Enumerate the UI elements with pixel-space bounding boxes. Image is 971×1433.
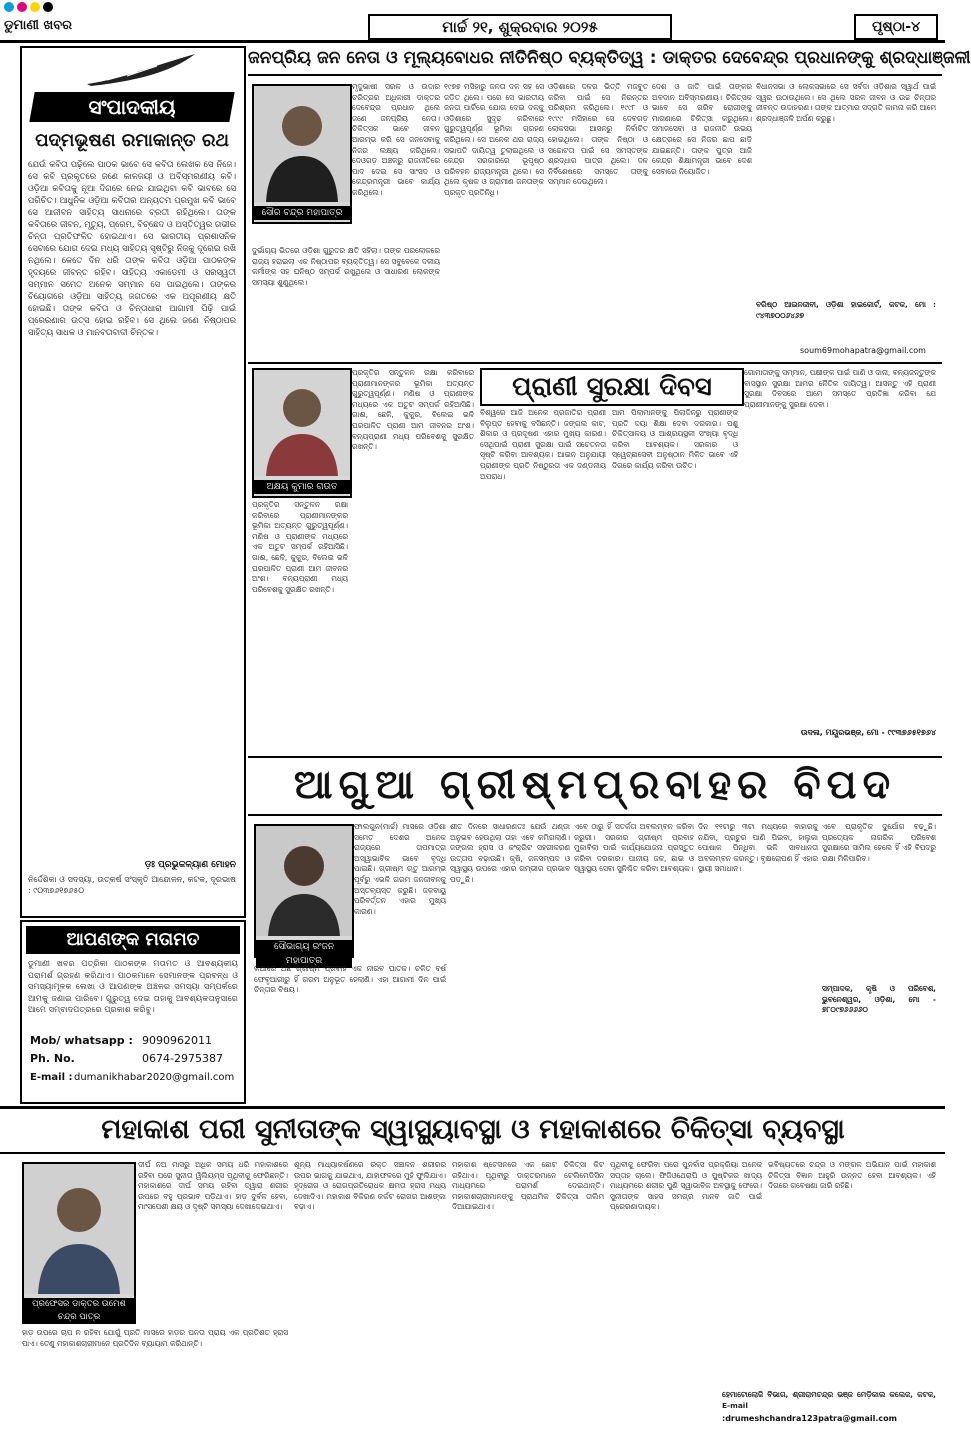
article1-col1: ମୃଦୁଭାଷୀ ସରଳ ଓ ଉଦାର ଚରିତ୍ରର ଅଧିକାରୀ ଡାକ୍ତର ଦେବେନ୍ଦ୍ର ପ୍ରଧାନ ଥିଲେ ଜଣେ ଜନପ୍ରିୟ ନେତା। ଚିକିତ୍ସକ ଭାବେ ଜୀବନ ଆରମ୍ଭ କରି ସେ ଜନସେବାକୁ ନିଜର ଲକ୍ଷ୍ୟ କରିଥିଲେ। ଦେଓଗଡ଼ ଅଞ୍ଚଳରୁ ରାଜନୀତିରେ ପାଦ ଦେଇ ସେ ସାଂସଦ ଓ କେନ୍ଦ୍ରମନ୍ତ୍ରୀ ଭାବେ କାର୍ଯ୍ୟ କରିଥିଲେ। xyxy=(352,82,440,197)
article2-photo-caption: ଅକ୍ଷୟ କୁମାର ରାଉତ xyxy=(254,480,350,494)
article3-author-line: ସମ୍ପାଦକ, କୃଷି ଓ ପରିବେଶ, ଭୁବନେଶ୍ୱର, ଓଡ଼ିଶା, ମୋ - ୭୮୦୯୭୬୬୬୬୦ xyxy=(822,984,936,1015)
email-link[interactable]: dumanikhabar2020@gmail.com xyxy=(74,1072,235,1083)
article2-col1: ପ୍ରକୃତିର ସନ୍ତୁଳନ ରକ୍ଷା କରିବାରେ ପ୍ରାଣୀମାନଙ୍କର ଭୂମିକା ଅତ୍ୟନ୍ତ ଗୁରୁତ୍ୱପୂର୍ଣ୍ଣ। ମଣିଷ ଓ ପ୍ରାଣୀଙ୍କ ମଧ୍ୟରେ ଏକ ଅତୁଟ ସମ୍ପର୍କ ରହିଆସିଛି। ଗାଈ, ଛେଳି, କୁକୁର, ବିଲେଇ ଭଳି ଘରପାଳିତ ପ୍ରାଣୀ ଆମ ଜୀବନର ଅଂଶ। ବନ୍ୟପ୍ରାଣୀ ମଧ୍ୟ ପରିବେଶକୁ ସୁରକ୍ଷିତ ରଖନ୍ତି। xyxy=(352,368,474,452)
article4-top-rule xyxy=(0,1106,945,1109)
article3-headline: ଆଗୁଆ ଗ୍ରୀଷ୍ମପ୍ରବାହର ବିପଦ xyxy=(293,762,897,808)
article1-author-photo xyxy=(252,84,352,224)
article1-photo-caption: ସୌର ଚନ୍ଦ୍ର ମହାପାତ୍ର xyxy=(254,206,350,220)
article4-col2: ଶୂନ୍ୟ ମାଧ୍ୟାକର୍ଷଣରେ ରକ୍ତ ସଞ୍ଚାଳନ ଶରୀରର ଉପର ଭାଗକୁ ଯାଇଥାଏ, ଯାହାଫଳରେ ମୁହଁ ଫୁଲିଯାଏ। ହୃଦ୍‌ରୋଗ ଓ ରୋଗପ୍ରତିରୋଧକ କ୍ଷମତା ହ୍ରାସ ମଧ୍ୟ ଦେଖାଦିଏ। ମହାକାଶ ବିକିରଣ କର୍କଟ ରୋଗର ଆଶଙ୍କା ବଢ଼ାଏ। xyxy=(294,1160,446,1212)
article3-col1b: କଥାରେ ଅଛି ଗ୍ରୀଷ୍ମ ପ୍ରବାହ ଏକ ନୀରବ ଘାତକ। ଚଳିତ ବର୍ଷ ଫେବୃଆରୀରୁ ହିଁ ଗରମ ଅନୁଭୂତ ହେଲାଣି। ଏହା ଆଗାମୀ ଦିନ ପାଇଁ ଚିନ୍ତାର ବିଷୟ। xyxy=(254,964,446,995)
article3-author-photo xyxy=(254,824,354,966)
article3-col2: ଶୀତ ଦିନରେ ସାଧାରଣତଃ ଯେଉଁ ଥଣ୍ଡା ଅନୁଭବ ହେଉଥିଲା ତାହା ଏବେ କମିଗଲାଣି। ଜଙ୍ଗଲ ହ୍ରାସ ଓ କଂକ୍ରିଟ ସହରୀକରଣ ଉତ୍ତାପ ବଢ଼ାଉଛି। କୃଷି, ଜଳସମ୍ପଦ ଓ ସ୍ୱାସ୍ଥ୍ୟ ଉପରେ ଏହାର ଗମ୍ଭୀର ପ୍ରଭାବ ପଡ଼ୁଛି। xyxy=(450,822,570,884)
person-silhouette-icon xyxy=(254,86,350,202)
editorial-body: ଯେଉଁ କବିତା ପଢ଼ିଲେ ପାଠକ ଭାବେ ସେ କବିତା ଲେଖକ ସେ ନିଜେ। ସେ କବି ପ୍ରକୃତରେ ଜଣେ କାଳଜୟୀ ଓ ଅବିସ୍ମରଣୀୟ କବି। ଓଡ଼ିଆ କବିତାକୁ ନୂଆ ଦିଗରେ ନେଇ ଯାଇଥିବା କବି ଭାବରେ ସେ ପରିଚିତ। ଆଧୁନିକ ଓଡ଼ିଆ କବିତାର ଅନ୍ୟତମ ପ୍ରମୁଖ କବି ଭାବେ ସେ ଆଜୀବନ ସାହିତ୍ୟ ସାଧନାରେ ବ୍ରତୀ ରହିଥିଲେ। ତାଙ୍କ କବିତାରେ ଜୀବନ, ମୃତ୍ୟୁ, ପ୍ରେମ, ବିଚ୍ଛେଦ ଓ ଅସ୍ତିତ୍ୱର ଗଭୀର ଚିନ୍ତା ପ୍ରତିଫଳିତ ହୋଇଥାଏ। ସେ ଭାରତୀୟ ପ୍ରଶାସନିକ ସେବାରେ ଯୋଗ ଦେଇ ମଧ୍ୟ ସାହିତ୍ୟ ସୃଷ୍ଟିରୁ ନିଜକୁ ଦୂରେଇ ରଖି ନଥିଲେ। କେତେ ଦିନ ଧରି ତାଙ୍କ କବିତା ଓଡ଼ିଆ ପାଠକଙ୍କ ହୃଦୟରେ ଜୀବନ୍ତ ରହିବ। ସାହିତ୍ୟ ଏକାଡେମୀ ଓ ସରସ୍ୱତୀ ସମ୍ମାନ ସମେତ ଅନେକ ସମ୍ମାନ ସେ ପାଇଥିଲେ। ତାଙ୍କର ବିୟୋଗରେ ଓଡ଼ିଆ ସାହିତ୍ୟ ଜଗତରେ ଏକ ଅପୂରଣୀୟ କ୍ଷତି ହୋଇଛି। ତାଙ୍କ କବିତା ଓ ଚିନ୍ତାଧାରା ଆଗାମୀ ପିଢ଼ି ପାଇଁ ପ୍ରେରଣାର ଉତ୍ସ ହୋଇ ରହିବ। ସେ ଥିଲେ ଜଣେ ନିଷ୍ଠାପର ସାହିତ୍ୟ ସାଧକ ଓ ମାନବତାବାଦୀ ଚିନ୍ତକ। xyxy=(28,159,236,337)
article2-author-line: ଉଦଳା, ମୟୂରଭଞ୍ଜ, ମୋ - ୯୯୩୭୬୫୧୭୬୪ xyxy=(800,728,936,737)
email-label: E-mail : xyxy=(30,1072,73,1083)
article3-col3: ଏବେ ଠାରୁ ହିଁ ସତର୍କତା ଅବଲମ୍ବନ କରିବା ଜରୁରୀ। ସରକାର ଗ୍ରୀଷ୍ମ ପ୍ରବାହ ମୁକାବିଲା ପାଇଁ କାର୍ଯ୍ୟଯୋଜନା ପ୍ରସ୍ତୁତ କରିବା ଦରକାର। ପାନୀୟ ଜଳ, ଛାଇ ଓ ସ୍ୱାସ୍ଥ୍ୟ ସେବା ସୁନିଶ୍ଚିତ କରିବା ଆବଶ୍ୟକ। xyxy=(574,822,694,874)
article3-headline-rule xyxy=(248,814,942,816)
opinion-text: ଡୁମାଣୀ ଖବର ପତ୍ରିକା ପାଠକଙ୍କ ମତାମତ ଓ ଆବଶ୍ୟକୀୟ ପରାମର୍ଶ ଗ୍ରହଣ କରିଥାଏ। ପାଠକମାନେ ସେମାନଙ୍କ ପ୍ରବନ୍ଧ ଓ ସମସ୍ୟାମୂଳକ ଲେଖା ଓ ଆପଣଙ୍କ ଅଞ୍ଚଳର ସମସ୍ୟା ସମ୍ପର୍କରେ ଆମକୁ ଜଣାଇ ପାରିବେ। ଗୁରୁତ୍ୱ ଦେଇ ତାହାକୁ ଆବଶ୍ୟକତାନୁସାରେ ଆମେ ସମ୍ବାଦପତ୍ରରେ ପ୍ରକାଶ କରିବୁ। xyxy=(28,958,238,1014)
article1-email[interactable]: soum69mohapatra@gmail.com xyxy=(800,346,926,355)
article2-col0: ପ୍ରକୃତିର ସନ୍ତୁଳନ ରକ୍ଷା କରିବାରେ ପ୍ରାଣୀମାନଙ୍କର ଭୂମିକା ଅତ୍ୟନ୍ତ ଗୁରୁତ୍ୱପୂର୍ଣ୍ଣ। ମଣିଷ ଓ ପ୍ରାଣୀଙ୍କ ମଧ୍ୟରେ ଏକ ଅତୁଟ ସମ୍ପର୍କ ରହିଆସିଛି। ଗାଈ, ଛେଳି, କୁକୁର, ବିଲେଇ ଭଳି ଘରପାଳିତ ପ୍ରାଣୀ ଆମ ଜୀବନର ଅଂଶ। ବନ୍ୟପ୍ରାଣୀ ମଧ୍ୟ ପରିବେଶକୁ ସୁରକ୍ଷିତ ରଖନ୍ତି। xyxy=(252,500,348,594)
article2-col4: ଗୋମାତାଙ୍କୁ ସମ୍ମାନ, ପକ୍ଷୀଙ୍କ ପାଇଁ ପାଣି ଓ ଦାନା, ବନ୍ୟଜନ୍ତୁଙ୍କ ବାସସ୍ଥାନ ସୁରକ୍ଷା ଆମର ନୈତିକ ଦାୟିତ୍ୱ। ଆସନ୍ତୁ ଏହି ପ୍ରାଣୀ ସୁରକ୍ଷା ଦିବସରେ ଆମେ ସମସ୍ତେ ପ୍ରତିଜ୍ଞା କରିବା ଯେ ପ୍ରାଣୀମାନଙ୍କୁ ସୁରକ୍ଷା ଦେବା। xyxy=(744,368,936,409)
masthead-color-dots xyxy=(4,2,66,13)
article4-author-line: ହେମାଟୋଲୋଜି ବିଭାଗ, ଶ୍ରୀରାମଚନ୍ଦ୍ର ଭଞ୍ଜ ମେଡ଼ିକାଲ କଲେଜ, କଟକ, E-mail xyxy=(722,1390,936,1410)
article4-col1b: ହାଡ଼ ଉପରେ ଚାପ ନ ରହିବା ଯୋଗୁଁ ପ୍ରତି ମାସରେ ହାଡ଼ର ଘନତା ପ୍ରାୟ ଏକ ପ୍ରତିଶତ ହ୍ରାସ ପାଏ। ତେଣୁ ମହାକାଶଚାରୀମାନେ ପ୍ରତିଦିନ ବ୍ୟାୟାମ କରିଥାନ୍ତି। xyxy=(22,1328,288,1348)
article4-author-photo xyxy=(22,1162,136,1324)
mobile-number[interactable]: 9090962011 xyxy=(142,1034,212,1047)
article4-col5: ଭବିଷ୍ୟତରେ ଚନ୍ଦ୍ର ଓ ମଙ୍ଗଳ ଅଭିଯାନ ପାଇଁ ମହାକାଶ ଚିକିତ୍ସା ବିଜ୍ଞାନ ଆହୁରି ଉନ୍ନତ ହେବା ଆବଶ୍ୟକ। ଏହି ଦିଗରେ ଗବେଷଣା ଜାରି ରହିଛି। xyxy=(768,1160,936,1191)
article1-headline: ଜନପ୍ରିୟ ଜନ ନେତା ଓ ମୂଲ୍ୟବୋଧର ନୀତିନିଷ୍ଠ ବ୍ୟକ୍ତିତ୍ୱ : ଡାକ୍ତର ଦେବେନ୍ଦ୍ର ପ୍ରଧାନଙ୍କୁ ଶ୍ରଦ୍ଧାଞ୍ଜଳୀ xyxy=(248,48,971,68)
article4-col1: ଦୀର୍ଘ ନଅ ମାସରୁ ଅଧିକ ସମୟ ଧରି ମହାକାଶରେ ରହିବା ପରେ ସୁନୀତା ୱିଲିୟମ୍ସ ପୃଥିବୀକୁ ଫେରିଛନ୍ତି। ମହାକାଶରେ ଦୀର୍ଘ ସମୟ ରହିବା ଦ୍ୱାରା ଶରୀର ଉପରେ ବହୁ ପ୍ରଭାବ ପଡ଼ିଥାଏ। ହାଡ଼ ଦୁର୍ବଳ ହେବା, ମାଂସପେଶୀ କ୍ଷୟ ଓ ଦୃଷ୍ଟି ସମସ୍ୟା ଦେଖାଦେଇଥାଏ। xyxy=(138,1160,288,1212)
person-silhouette-icon xyxy=(254,370,350,476)
editorial-author-note: ନିର୍ଦ୍ଦେଶିକା ଓ ସଦସ୍ୟା, ଉତ୍କର୍ଷ ସଂସ୍କୃତି ଆନ୍ଦୋଳନ, କଟକ, ଦୂରଭାଷ : ୯୦୩୭୬୧୭୬୫୦ xyxy=(28,875,236,895)
article1-headline-rule xyxy=(248,74,942,76)
mobile-label: Mob/ whatsapp : xyxy=(30,1034,133,1047)
header-rule xyxy=(0,40,945,43)
black-dot xyxy=(43,2,53,12)
phone-number[interactable]: 0674-2975387 xyxy=(142,1052,223,1065)
magenta-dot xyxy=(17,2,27,12)
article1-col5: ବିଧାନସଭା ଓ ଲୋକସଭାରେ ସେ ସର୍ବଦା ଓଡ଼ିଶାର ସ୍ୱାର୍ଥ ପାଇଁ ସ୍ୱର ଉଠାଉଥିଲେ। ସେ ଥିଲେ ସରଳ ଜୀବନ ଓ ଉଚ୍ଚ ଚିନ୍ତାର ଜୀବନ୍ତ ଉଦାହରଣ। ତାଙ୍କ ଆତ୍ମାର ସଦ୍ଗତି କାମନା କରି ଆମେ ଶ୍ରଦ୍ଧାଞ୍ଜଳି ଅର୍ପଣ କରୁଛୁ। xyxy=(756,82,936,123)
article1-col3: ଓଡ଼ିଶାରେ ଦଳର ଭିତ୍ତି ମଜବୁତ କରିବା ପାଇଁ ସେ ନିରନ୍ତର ପରିଶ୍ରମ କରିଥିଲେ। ୧୯୯୮ ଓ ୧୯୯୯ ମସିହାରେ ସେ ଦେବଗଡ଼ ଲୋକସଭା ଆସନରୁ ନିର୍ବାଚିତ ହୋଇଥିଲେ। ତାଙ୍କ ନିଷ୍ଠା ଓ ସଚ୍ଚୋଟତା ପାଇଁ ସେ ସମସ୍ତଙ୍କ ଶ୍ରଦ୍ଧାର ପାତ୍ର ଥିଲେ। ଦଳ ନିର୍ବିଶେଷରେ ସମସ୍ତେ ତାଙ୍କୁ ସମ୍ମାନ ଦେଉଥିଲେ। xyxy=(548,82,648,187)
editorial-author: ଡ଼ଃ ପ୍ରଭୁକଳ୍ୟାଣ ମୋହନ xyxy=(144,860,236,870)
article2-col3: ଆମ ପିଲାମାନଙ୍କୁ ପିଲାଦିନରୁ ପ୍ରାଣୀଙ୍କ ପ୍ରତି ଦୟା ଶିକ୍ଷା ଦେବା ଦରକାର। ପଶୁ ଚିକିତ୍ସାଳୟ ଓ ଆଶ୍ରୟସ୍ଥଳୀ ସଂଖ୍ୟା ବୃଦ୍ଧି କରିବା ଆବଶ୍ୟକ। ସରକାର ଓ ସ୍ୱେଚ୍ଛାସେବୀ ଅନୁଷ୍ଠାନ ମିଳିତ ଭାବେ ଏହି ଦିଗରେ କାର୍ଯ୍ୟ କରିବା ଉଚିତ। xyxy=(612,408,738,470)
article1-col1b: ଦୁର୍ଭାଗ୍ୟ ଭିତରେ ଓଡ଼ିଶା ଗୁରୁତର କ୍ଷତି ସହିଲା। ତାଙ୍କ ପରଲୋକରେ ରାଜ୍ୟ ହରାଇଲା ଏକ ନିଷ୍ଠାପର ବ୍ୟକ୍ତିତ୍ୱ। ସେ ସବୁବେଳେ ଦଳୀୟ କର୍ମୀଙ୍କ ସହ ଘନିଷ୍ଠ ସମ୍ପର୍କ ରଖୁଥିଲେ ଓ ସାଧାରଣ ଲୋକଙ୍କ ସମସ୍ୟା ଶୁଣୁଥିଲେ। xyxy=(252,246,440,287)
phone-label: Ph. No. xyxy=(30,1052,75,1065)
article3-col4: ଦିନ ୧୧ଟାରୁ ୩ଟା ମଧ୍ୟରେ ବାହାରକୁ ନଯିବା, ପ୍ରଚୁର ପାଣି ପିଇବା, ହାଲୁକା ପୋଷାକ ପିନ୍ଧିବା ଭଳି ସାବଧାନତା ଅବଲମ୍ବନ କରନ୍ତୁ। ବୃକ୍ଷରୋପଣ ହିଁ ଏହାର ସ୍ଥାୟୀ ସମାଧାନ। xyxy=(698,822,818,874)
article4-col4: ପୃଥିବୀକୁ ଫେରିବା ପରେ ପୁନର୍ବାସ ପ୍ରକ୍ରିୟା ଅନେକ ସପ୍ତାହ ଚାଲେ। ଫିଜିଓଥେରାପି ଓ ପୁଷ୍ଟିକର ଖାଦ୍ୟ ମାଧ୍ୟମରେ ଶରୀର ପୁଣି ସ୍ୱାଭାବିକ ଅବସ୍ଥାକୁ ଫେରେ। ସୁନୀତାଙ୍କ ସାହସ ସମଗ୍ର ମାନବ ଜାତି ପାଇଁ ପ୍ରେରଣାଦାୟକ। xyxy=(610,1160,762,1212)
article3-photo-caption: ସୌଭାଗ୍ୟ ରଂଜନ ମହାପାତ୍ର xyxy=(256,940,352,968)
article2-author-photo xyxy=(252,368,352,498)
article2-col2: ବିଶ୍ୱରେ ଆଜି ଅନେକ ପ୍ରଜାତିର ପ୍ରାଣୀ ବିଲୁପ୍ତ ହେବାକୁ ବସିଛନ୍ତି। ଜଙ୍ଗଲ କାଟ, ଶିକାର ଓ ପ୍ରଦୂଷଣ ଏହାର ମୁଖ୍ୟ କାରଣ। ସେଥିପାଇଁ ପ୍ରାଣୀ ସୁରକ୍ଷା ପାଇଁ ସଚେତନତା ସୃଷ୍ଟି କରିବା ଆବଶ୍ୟକ। ଆଇନ ଅନୁଯାୟୀ ପ୍ରାଣୀଙ୍କ ପ୍ରତି ନିଷ୍ଠୁରତା ଏକ ଦଣ୍ଡନୀୟ ଅପରାଧ। xyxy=(480,408,606,481)
article1-author-line: ବରିଷ୍ଠ ଆଇନଜୀବୀ, ଓଡ଼ିଶା ହାଇକୋର୍ଟ, କଟକ, ମୋ : ୯୪୩୭୦୦୬୪୬୭ xyxy=(756,300,936,320)
cyan-dot xyxy=(4,2,14,12)
article4-col3: ମହାକାଶ ଷ୍ଟେସନରେ ଏକ ଛୋଟ ଚିକିତ୍ସା କିଟ ରହିଥାଏ। ପୃଥିବୀରୁ ଡାକ୍ତରମାନେ ଟେଲିମେଡିସିନ ମାଧ୍ୟମରେ ପରାମର୍ଶ ଦେଇଥାନ୍ତି। ମହାକାଶଚାରୀମାନଙ୍କୁ ପ୍ରାଥମିକ ଚିକିତ୍ସା ତାଲିମ ଦିଆଯାଇଥାଏ। xyxy=(452,1160,604,1212)
opinion-box xyxy=(20,920,246,1104)
editorial-panel xyxy=(20,46,246,918)
article4-headline-rule xyxy=(0,1152,945,1154)
article2-headline: ପ୍ରାଣୀ ସୁରକ୍ଷା ଦିବସ xyxy=(480,368,744,406)
person-silhouette-icon xyxy=(256,826,352,936)
article1-col2: ୧୯୭୭ ମସିହାରୁ ଜନତା ଦଳ ସହ ସେ ଜଡ଼ିତ ଥିଲେ। ପରେ ସେ ଭାରତୀୟ ଜନତା ପାର୍ଟିରେ ଯୋଗ ଦେଇ ଦଳକୁ ଓଡ଼ିଶାରେ ସୁଦୃଢ଼ କରିବାରେ ଗୁରୁତ୍ୱପୂର୍ଣ୍ଣ ଭୂମିକା ଗ୍ରହଣ କରିଥିଲେ। ସେ ଅନେକ ଥର ରାଜ୍ୟ ସଭାପତି ଦାୟିତ୍ୱ ତୁଲାଇଥିଲେ ଓ କେନ୍ଦ୍ର ସରକାରରେ ଭୂପୃଷ୍ଠ ପରିବହନ ରାଜ୍ୟମନ୍ତ୍ରୀ ଥିଲେ। ସେ ଥିଲେ କୃଷକ ଓ ଗ୍ରାମୀଣ ଜନତାଙ୍କ ପ୍ରକୃତ ପ୍ରତିନିଧି। xyxy=(444,82,544,197)
article1-col4: ଦେଶ ଓ ଜାତି ପାଇଁ ତାଙ୍କର ଅବଦାନ ଅବିସ୍ମରଣୀୟ। ଚିକିତ୍ସକ ଭାବେ ସେ ଗରିବ ରୋଗୀଙ୍କୁ ମାଗଣାରେ ଚିକିତ୍ସା କରୁଥିଲେ। ସମାଜସେବା ଓ ରାଜନୀତି ଉଭୟ କ୍ଷେତ୍ରରେ ସେ ନିଜର ଛାପ ଛାଡ଼ି ଯାଇଛନ୍ତି। ତାଙ୍କ ପୁତ୍ର ଆଜି କେନ୍ଦ୍ର ଶିକ୍ଷାମନ୍ତ୍ରୀ ଭାବେ ଦେଶ ସେବାରେ ନିୟୋଜିତ। xyxy=(652,82,752,176)
opinion-title: ଆପଣଙ୍କ ମତାମତ xyxy=(26,926,240,954)
article2-bottom-rule xyxy=(248,756,942,758)
article1-bottom-rule xyxy=(248,362,942,364)
article3-col5: ଏବେ ପ୍ରାକୃତିକ ଦୁର୍ଯୋଗ ବଢ଼ୁଛି। ପ୍ରତ୍ୟେକ ନାଗରିକ ପରିବେଶ ସୁରକ୍ଷାରେ ସାମିଲ ହେଲେ ହିଁ ଏହି ବିପଦରୁ ରକ୍ଷା ମିଳିପାରିବ। xyxy=(822,822,936,863)
yellow-dot xyxy=(30,2,40,12)
article4-email[interactable]: :drumeshchandra123patra@gmail.com xyxy=(722,1414,897,1423)
quill-pen-icon xyxy=(77,50,207,90)
person-silhouette-icon xyxy=(24,1164,134,1294)
editorial-title: ପଦ୍ମଭୂଷଣ ରମାକାନ୍ତ ରଥ xyxy=(35,130,229,151)
paper-name: ଡୁମାଣୀ ଖବର xyxy=(4,18,72,33)
issue-date: ମାର୍ଚ୍ଚ ୨୧, ଶୁକ୍ରବାର ୨୦୨୫ xyxy=(368,14,672,40)
page-number: ପୃଷ୍ଠା-୪ xyxy=(854,14,938,40)
article4-headline: ମହାକାଶ ପରୀ ସୁନୀତାଙ୍କ ସ୍ୱାସ୍ଥ୍ୟାବସ୍ଥା ଓ ମହାକାଶରେ ଚିକିତ୍ସା ବ୍ୟବସ୍ଥା xyxy=(101,1114,845,1145)
article4-photo-caption: ପ୍ରଫେସର ଡାକ୍ତର ଉମେଶ ଚନ୍ଦ୍ର ପାତ୍ର xyxy=(24,1298,134,1324)
article3-col1: ଫାଲଗୁନ(ମାର୍ଚ୍ଚ) ମାସରେ ଓଡ଼ିଶା ସମେତ ଦେଶର ଅନେକ ରାଜ୍ୟରେ ତାପମାତ୍ରା ଅସ୍ୱାଭାବିକ ଭାବେ ବୃଦ୍ଧି ପାଇଛି। ଗ୍ରୀଷ୍ମ ଋତୁ ଆରମ୍ଭ ପୂର୍ବରୁ ଏଭଳି ଗରମ ଜନଜୀବନକୁ ଅସ୍ତବ୍ୟସ୍ତ କରୁଛି। ଜଳବାୟୁ ପରିବର୍ତ୍ତନ ଏହାର ମୁଖ୍ୟ କାରଣ। xyxy=(354,822,446,916)
editorial-section-title: ସଂପାଦକୀୟ xyxy=(88,95,176,119)
